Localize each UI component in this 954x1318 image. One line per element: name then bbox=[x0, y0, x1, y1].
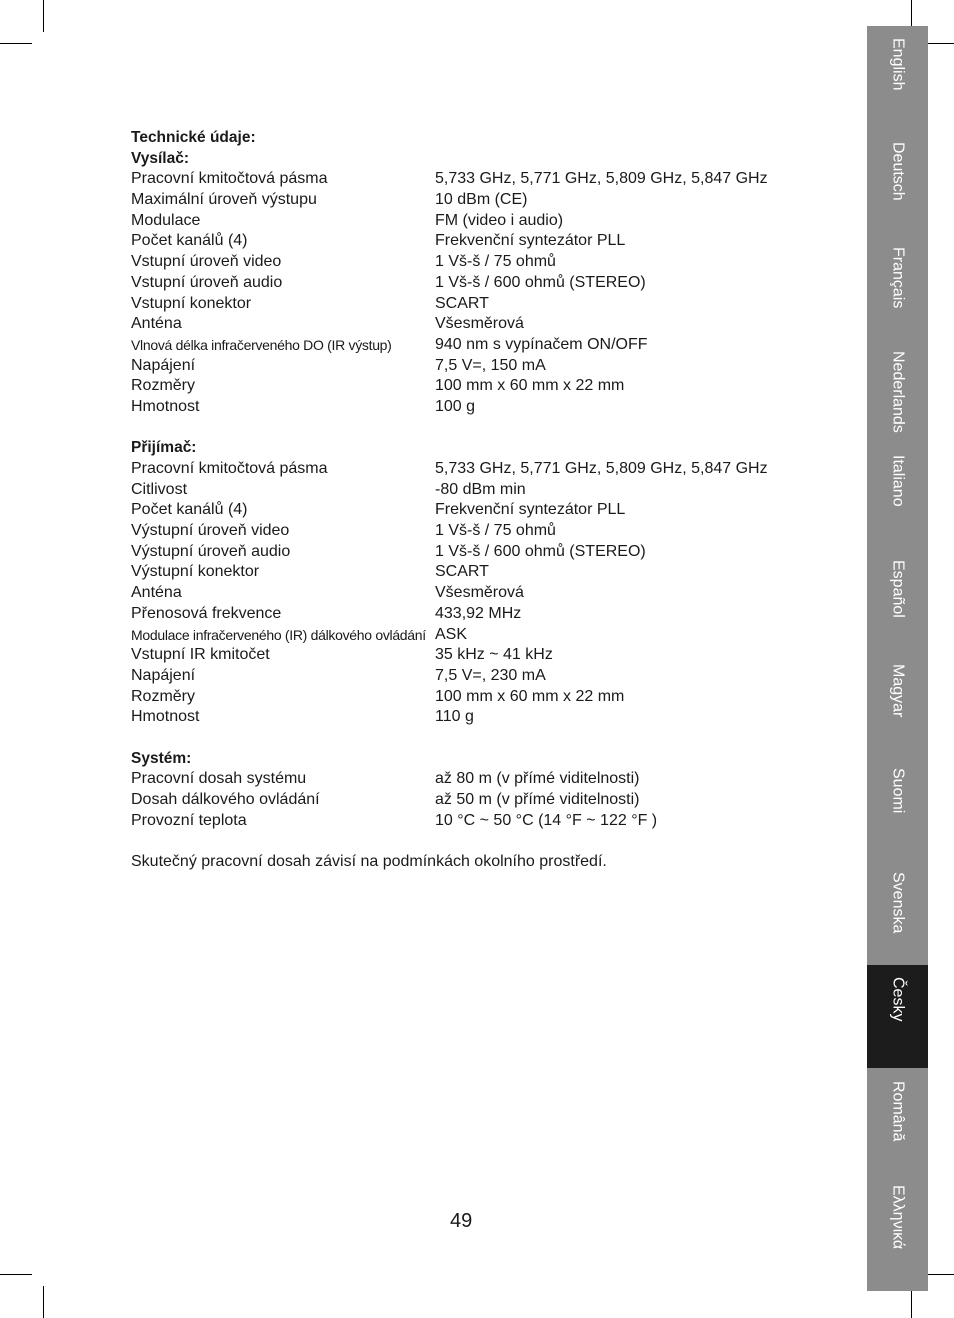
spec-label: Vstupní úroveň audio bbox=[131, 273, 283, 291]
spec-value: 5,733 GHz, 5,771 GHz, 5,809 GHz, 5,847 GHz bbox=[435, 170, 768, 188]
spec-value: až 80 m (v přímé viditelnosti) bbox=[435, 770, 640, 788]
spec-value: 1 Vš-š / 600 ohmů (STEREO) bbox=[435, 273, 646, 291]
spec-row bbox=[131, 790, 831, 811]
tab-label: Français bbox=[889, 246, 907, 308]
spec-label: Dosah dálkového ovládání bbox=[131, 791, 320, 808]
tab-label: Deutsch bbox=[889, 142, 907, 201]
spec-value: 1 Vš-š / 75 ohmů bbox=[435, 522, 556, 540]
tab-suomi[interactable] bbox=[867, 756, 928, 859]
spec-row bbox=[131, 459, 831, 480]
spec-label: Provozní teplota bbox=[131, 811, 247, 829]
section-subheading: Přijímač: bbox=[131, 439, 197, 457]
spec-value: ASK bbox=[435, 625, 468, 643]
tab-label: Česky bbox=[889, 976, 907, 1022]
spec-row bbox=[131, 625, 831, 646]
spec-value: FM (video i audio) bbox=[435, 211, 564, 229]
crop-mark bbox=[0, 43, 32, 44]
language-tabs bbox=[867, 26, 928, 1291]
spec-row bbox=[131, 397, 831, 418]
tab-label: Suomi bbox=[889, 768, 907, 814]
section-subheading: Vysílač: bbox=[131, 149, 190, 167]
spec-value: 940 nm s vypínačem ON/OFF bbox=[435, 335, 648, 353]
spec-value: 100 mm x 60 mm x 22 mm bbox=[435, 377, 625, 395]
spec-label: Rozměry bbox=[131, 377, 196, 395]
spec-label: Citlivost bbox=[131, 480, 188, 498]
spec-value: Frekvenční syntezátor PLL bbox=[435, 232, 626, 250]
spec-label: Počet kanálů (4) bbox=[131, 501, 248, 519]
spec-label: Hmotnost bbox=[131, 708, 200, 726]
spec-row bbox=[131, 542, 831, 563]
spec-value: 10 °C ~ 50 °C (14 °F ~ 122 °F ) bbox=[435, 811, 658, 829]
tab-nederlands[interactable] bbox=[867, 339, 928, 442]
spec-row bbox=[131, 169, 831, 190]
tab-română[interactable] bbox=[867, 1069, 928, 1172]
spec-label: Vlnová délka infračerveného DO (IR výstup) bbox=[131, 336, 392, 353]
spec-label: Modulace infračerveného (IR) dálkového ovládání bbox=[131, 626, 426, 643]
spec-label: Hmotnost bbox=[131, 397, 200, 415]
spec-row bbox=[131, 583, 831, 604]
spec-row bbox=[131, 190, 831, 211]
tab-label: Română bbox=[889, 1081, 907, 1142]
spec-label: Přenosová frekvence bbox=[131, 604, 282, 622]
spec-row bbox=[131, 252, 831, 273]
spec-label: Vstupní IR kmitočet bbox=[131, 646, 270, 664]
tab-label: Español bbox=[889, 559, 907, 618]
spec-label: Vstupní úroveň video bbox=[131, 253, 282, 271]
spec-row bbox=[131, 562, 831, 583]
tab-label: Nederlands bbox=[889, 350, 907, 433]
tab-magyar[interactable] bbox=[867, 652, 928, 755]
tab-label: Ελληνικά bbox=[889, 1185, 907, 1250]
crop-mark bbox=[43, 0, 44, 32]
spec-value: Všesměrová bbox=[435, 315, 524, 333]
tab-english[interactable] bbox=[867, 26, 928, 129]
spec-value: 7,5 V=, 150 mA bbox=[435, 356, 546, 374]
spec-label: Modulace bbox=[131, 211, 201, 229]
spec-label: Výstupní úroveň audio bbox=[131, 542, 291, 560]
spec-row bbox=[131, 666, 831, 687]
spec-value: 1 Vš-š / 75 ohmů bbox=[435, 253, 556, 271]
spec-value: 7,5 V=, 230 mA bbox=[435, 666, 546, 684]
spec-row bbox=[131, 294, 831, 315]
section-gap bbox=[131, 418, 831, 439]
spec-value: Frekvenční syntezátor PLL bbox=[435, 501, 626, 519]
tab-ελληνικά[interactable] bbox=[867, 1173, 928, 1276]
spec-label: Napájení bbox=[131, 356, 196, 374]
crop-mark bbox=[0, 1274, 32, 1275]
spec-row bbox=[131, 231, 831, 252]
spec-row bbox=[131, 211, 831, 232]
spec-row bbox=[131, 687, 831, 708]
tab-français[interactable] bbox=[867, 235, 928, 338]
spec-label: Rozměry bbox=[131, 687, 196, 705]
tab-label: Magyar bbox=[889, 663, 907, 718]
spec-row bbox=[131, 645, 831, 666]
spec-row bbox=[131, 604, 831, 625]
spec-row bbox=[131, 769, 831, 790]
tab-svenska[interactable] bbox=[867, 860, 928, 963]
spec-row bbox=[131, 480, 831, 501]
spec-row bbox=[131, 273, 831, 294]
spec-value: Všesměrová bbox=[435, 584, 524, 602]
spec-row bbox=[131, 811, 831, 832]
tab-español[interactable] bbox=[867, 548, 928, 651]
footnote: Skutečný pracovní dosah závisí na podmínkách okolního prostředí. bbox=[131, 853, 607, 871]
spec-value: 5,733 GHz, 5,771 GHz, 5,809 GHz, 5,847 GHz bbox=[435, 460, 768, 477]
spec-value: 1 Vš-š / 600 ohmů (STEREO) bbox=[435, 542, 646, 560]
spec-label: Počet kanálů (4) bbox=[131, 232, 248, 250]
spec-row bbox=[131, 376, 831, 397]
page-number: 49 bbox=[450, 1210, 473, 1232]
crop-mark bbox=[43, 1286, 44, 1318]
tab-label: English bbox=[889, 38, 907, 91]
spec-row bbox=[131, 335, 831, 356]
spec-value: 10 dBm (CE) bbox=[435, 191, 528, 209]
section-gap bbox=[131, 728, 831, 749]
spec-row bbox=[131, 707, 831, 728]
spec-label: Anténa bbox=[131, 584, 182, 602]
spec-value: až 50 m (v přímé viditelnosti) bbox=[435, 791, 640, 808]
spec-label: Maximální úroveň výstupu bbox=[131, 191, 317, 209]
spec-value: 433,92 MHz bbox=[435, 604, 522, 622]
spec-row bbox=[131, 500, 831, 521]
tab-label: Italiano bbox=[889, 455, 907, 507]
section-gap bbox=[131, 831, 831, 852]
spec-row bbox=[131, 521, 831, 542]
spec-value: 100 g bbox=[435, 397, 476, 415]
spec-label: Pracovní dosah systému bbox=[131, 770, 307, 788]
spec-row bbox=[131, 356, 831, 377]
spec-label: Pracovní kmitočtová pásma bbox=[131, 170, 328, 188]
spec-value: SCART bbox=[435, 294, 489, 312]
tab-label: Svenska bbox=[889, 872, 907, 934]
section-subheading: Systém: bbox=[131, 749, 192, 767]
spec-value: SCART bbox=[435, 563, 489, 581]
spec-row bbox=[131, 314, 831, 335]
tab-italiano[interactable] bbox=[867, 443, 928, 546]
spec-label: Výstupní úroveň video bbox=[131, 522, 290, 540]
spec-value: 35 kHz ~ 41 kHz bbox=[435, 646, 553, 664]
spec-label: Výstupní konektor bbox=[131, 563, 260, 581]
spec-value: -80 dBm min bbox=[435, 480, 526, 498]
spec-label: Pracovní kmitočtová pásma bbox=[131, 460, 328, 477]
spec-label: Napájení bbox=[131, 666, 196, 684]
spec-content bbox=[131, 128, 831, 873]
spec-value: 110 g bbox=[435, 708, 474, 726]
tab-deutsch[interactable] bbox=[867, 130, 928, 233]
spec-value: 100 mm x 60 mm x 22 mm bbox=[435, 687, 625, 705]
spec-label: Vstupní konektor bbox=[131, 294, 252, 312]
section-heading: Technické údaje: bbox=[131, 129, 256, 146]
tab-česky[interactable] bbox=[867, 965, 928, 1068]
spec-label: Anténa bbox=[131, 315, 182, 333]
